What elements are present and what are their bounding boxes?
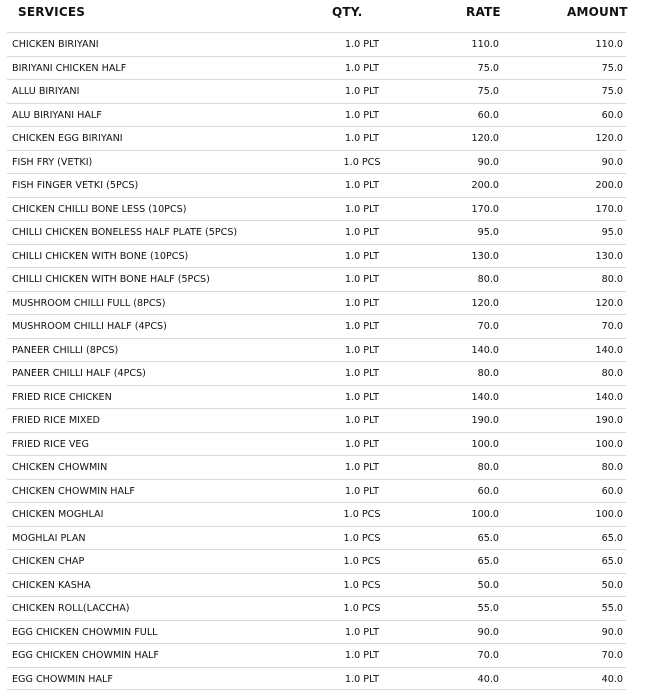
item-name: FISH FRY (VETKI)	[12, 156, 93, 168]
table-row	[7, 667, 626, 691]
item-qty: 1.0 PLT	[345, 673, 379, 685]
item-qty: 1.0 PLT	[345, 391, 379, 403]
item-amount: 65.0	[601, 532, 623, 544]
item-name: BIRIYANI CHICKEN HALF	[12, 62, 127, 74]
item-name: CHICKEN CHILLI BONE LESS (10PCS)	[12, 203, 187, 215]
item-amount: 200.0	[595, 180, 623, 191]
item-amount: 60.0	[601, 109, 623, 121]
item-qty: 1.0 PLT	[345, 650, 379, 661]
item-name: MUSHROOM CHILLI FULL (8PCS)	[12, 297, 166, 309]
item-name: EGG CHICKEN CHOWMIN FULL	[12, 626, 158, 638]
item-rate: 95.0	[477, 227, 499, 238]
item-rate: 80.0	[477, 368, 499, 379]
item-rate: 60.0	[477, 109, 499, 121]
item-amount: 50.0	[601, 579, 623, 591]
item-rate: 90.0	[477, 156, 499, 168]
item-amount: 70.0	[601, 650, 623, 661]
item-rate: 120.0	[471, 133, 499, 144]
item-name: EGG CHOWMIN HALF	[12, 673, 113, 685]
item-name: MOGHLAI PLAN	[12, 532, 86, 544]
item-name: EGG CHICKEN CHOWMIN HALF	[12, 650, 159, 661]
item-qty: 1.0 PLT	[345, 133, 379, 144]
item-qty: 1.0 PLT	[345, 109, 379, 121]
item-name: CHICKEN KASHA	[12, 579, 91, 591]
item-qty: 1.0 PLT	[345, 321, 379, 332]
item-rate: 80.0	[477, 274, 499, 285]
item-amount: 65.0	[601, 556, 623, 567]
table-row	[7, 526, 626, 550]
item-rate: 55.0	[477, 603, 499, 614]
item-rate: 65.0	[477, 556, 499, 567]
item-amount: 190.0	[595, 415, 623, 426]
table-row	[7, 126, 626, 150]
item-qty: 1.0 PCS	[343, 579, 381, 591]
item-amount: 95.0	[601, 227, 623, 238]
item-name: CHILLI CHICKEN WITH BONE (10PCS)	[12, 250, 189, 262]
rate-column-header: RATE	[466, 5, 501, 19]
table-row	[7, 56, 626, 80]
item-rate: 200.0	[471, 180, 499, 191]
item-name: CHICKEN CHAP	[12, 556, 85, 567]
item-qty: 1.0 PCS	[343, 156, 381, 168]
item-qty: 1.0 PCS	[343, 556, 381, 567]
item-rate: 100.0	[471, 509, 499, 520]
item-amount: 140.0	[595, 391, 623, 403]
item-name: CHICKEN ROLL(LACCHA)	[12, 603, 130, 614]
table-row	[7, 79, 626, 103]
item-amount: 80.0	[601, 274, 623, 285]
item-amount: 55.0	[601, 603, 623, 614]
item-rate: 190.0	[471, 415, 499, 426]
item-name: FRIED RICE MIXED	[12, 415, 100, 426]
item-name: PANEER CHILLI HALF (4PCS)	[12, 368, 146, 379]
table-row	[7, 173, 626, 197]
item-amount: 130.0	[595, 250, 623, 262]
table-row	[7, 549, 626, 573]
item-amount: 100.0	[595, 509, 623, 520]
item-rate: 110.0	[471, 39, 499, 50]
item-qty: 1.0 PLT	[345, 227, 379, 238]
item-rate: 170.0	[471, 203, 499, 215]
table-row	[7, 432, 626, 456]
item-name: CHICKEN MOGHLAI	[12, 509, 104, 520]
item-amount: 90.0	[601, 626, 623, 638]
item-amount: 80.0	[601, 368, 623, 379]
item-qty: 1.0 PLT	[345, 438, 379, 450]
item-rate: 50.0	[477, 579, 499, 591]
item-qty: 1.0 PCS	[343, 509, 381, 520]
item-rate: 140.0	[471, 344, 499, 356]
item-qty: 1.0 PLT	[345, 415, 379, 426]
item-amount: 70.0	[601, 321, 623, 332]
item-rate: 120.0	[471, 297, 499, 309]
item-qty: 1.0 PLT	[345, 274, 379, 285]
item-name: CHICKEN CHOWMIN HALF	[12, 485, 135, 497]
table-row	[7, 197, 626, 221]
item-amount: 75.0	[601, 86, 623, 97]
item-qty: 1.0 PLT	[345, 203, 379, 215]
item-name: PANEER CHILLI (8PCS)	[12, 344, 119, 356]
table-row	[7, 338, 626, 362]
item-rate: 75.0	[477, 86, 499, 97]
item-name: CHICKEN BIRIYANI	[12, 39, 99, 50]
table-row	[7, 244, 626, 268]
services-column-header: SERVICES	[18, 5, 86, 19]
table-header	[0, 0, 645, 26]
item-name: CHILLI CHICKEN BONELESS HALF PLATE (5PCS)	[12, 227, 238, 238]
item-amount: 140.0	[595, 344, 623, 356]
item-rate: 80.0	[477, 462, 499, 473]
item-qty: 1.0 PLT	[345, 344, 379, 356]
table-row	[7, 361, 626, 385]
item-qty: 1.0 PCS	[343, 532, 381, 544]
table-row	[7, 314, 626, 338]
item-name: CHILLI CHICKEN WITH BONE HALF (5PCS)	[12, 274, 210, 285]
table-row	[7, 643, 626, 667]
item-rate: 40.0	[477, 673, 499, 685]
item-amount: 90.0	[601, 156, 623, 168]
item-rate: 90.0	[477, 626, 499, 638]
item-amount: 170.0	[595, 203, 623, 215]
item-amount: 80.0	[601, 462, 623, 473]
item-name: FRIED RICE CHICKEN	[12, 391, 112, 403]
item-amount: 75.0	[601, 62, 623, 74]
item-qty: 1.0 PLT	[345, 62, 379, 74]
item-rate: 75.0	[477, 62, 499, 74]
table-row	[7, 385, 626, 409]
item-qty: 1.0 PLT	[345, 86, 379, 97]
table-row	[7, 408, 626, 432]
item-name: FISH FINGER VETKI (5PCS)	[12, 180, 139, 191]
item-rate: 70.0	[477, 650, 499, 661]
item-amount: 100.0	[595, 438, 623, 450]
item-amount: 110.0	[595, 39, 623, 50]
item-qty: 1.0 PLT	[345, 485, 379, 497]
item-qty: 1.0 PLT	[345, 180, 379, 191]
item-qty: 1.0 PLT	[345, 250, 379, 262]
item-qty: 1.0 PLT	[345, 626, 379, 638]
item-qty: 1.0 PLT	[345, 368, 379, 379]
item-qty: 1.0 PLT	[345, 462, 379, 473]
table-row	[7, 32, 626, 56]
qty-column-header: QTY.	[332, 5, 363, 19]
item-amount: 60.0	[601, 485, 623, 497]
item-amount: 120.0	[595, 297, 623, 309]
item-rate: 130.0	[471, 250, 499, 262]
item-name: CHICKEN EGG BIRIYANI	[12, 133, 123, 144]
item-qty: 1.0 PLT	[345, 297, 379, 309]
table-row	[7, 150, 626, 174]
amount-column-header: AMOUNT	[567, 5, 628, 19]
table-row	[7, 455, 626, 479]
item-amount: 120.0	[595, 133, 623, 144]
item-rate: 65.0	[477, 532, 499, 544]
item-qty: 1.0 PLT	[345, 39, 379, 50]
item-name: MUSHROOM CHILLI HALF (4PCS)	[12, 321, 167, 332]
item-rate: 140.0	[471, 391, 499, 403]
table-row	[7, 573, 626, 597]
table-row	[7, 620, 626, 644]
table-row	[7, 267, 626, 291]
item-amount: 40.0	[601, 673, 623, 685]
item-name: CHICKEN CHOWMIN	[12, 462, 108, 473]
item-qty: 1.0 PCS	[343, 603, 381, 614]
item-name: ALU BIRIYANI HALF	[12, 109, 102, 121]
table-row	[7, 479, 626, 503]
table-row	[7, 596, 626, 620]
table-row	[7, 103, 626, 127]
items-table	[7, 32, 626, 690]
table-row	[7, 502, 626, 526]
item-name: FRIED RICE VEG	[12, 438, 89, 450]
item-name: ALLU BIRIYANI	[12, 86, 80, 97]
item-rate: 60.0	[477, 485, 499, 497]
item-rate: 70.0	[477, 321, 499, 332]
table-row	[7, 220, 626, 244]
table-row	[7, 291, 626, 315]
item-rate: 100.0	[471, 438, 499, 450]
